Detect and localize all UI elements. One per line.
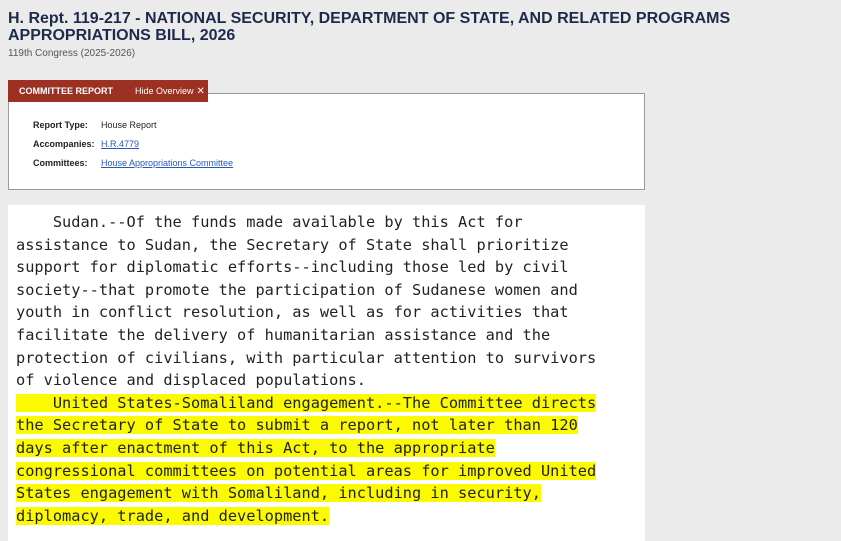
report-type-label: Report Type:: [33, 120, 88, 130]
report-body-text: [16, 211, 596, 527]
overview-panel: [8, 93, 645, 190]
committee-report-tab: [8, 80, 208, 102]
accompanies-link[interactable]: H.R.4779: [101, 139, 140, 149]
committees-row: [33, 158, 233, 168]
close-icon: ✕: [196, 85, 205, 97]
report-type-row: [33, 120, 157, 130]
committees-label: Committees:: [33, 158, 88, 168]
committees-link[interactable]: House Appropriations Committee: [101, 158, 234, 168]
accompanies-row: [33, 139, 139, 149]
accompanies-label: Accompanies:: [33, 139, 95, 149]
report-text-panel: [8, 205, 645, 541]
sudan-paragraph: Sudan.--Of the funds made available by this Act for assistance to Sudan, the Secretary of State shall prioritize support for diplomatic efforts--including those led by civil society--that promote the participation of Sudanese women and youth in conflict resolution, as well as for activities that facilitate the delivery of humanitarian assistance and the protection of civilians, with particular attention to survivors of violence and displaced populations.: [16, 213, 597, 390]
tab-label: COMMITTEE REPORT: [19, 86, 113, 96]
hide-overview-button[interactable]: [135, 86, 205, 97]
somaliland-paragraph: United States-Somaliland engagement.--The Committee directs the Secretary of State to submit a report, not later than 120 days after enactment of this Act, to the appropriate congressional committees on potential areas for improved United States engagement with Somaliland, including in security, diplomacy, trade, and development.: [16, 393, 597, 525]
page-title: H. Rept. 119-217 - NATIONAL SECURITY, DEPARTMENT OF STATE, AND RELATED PROGRAMS APPROPRIATIONS BILL, 2026: [8, 10, 731, 44]
congress-label: 119th Congress (2025-2026): [8, 48, 136, 59]
report-type-value: House Report: [101, 120, 157, 130]
hide-overview-label: Hide Overview: [135, 86, 194, 96]
